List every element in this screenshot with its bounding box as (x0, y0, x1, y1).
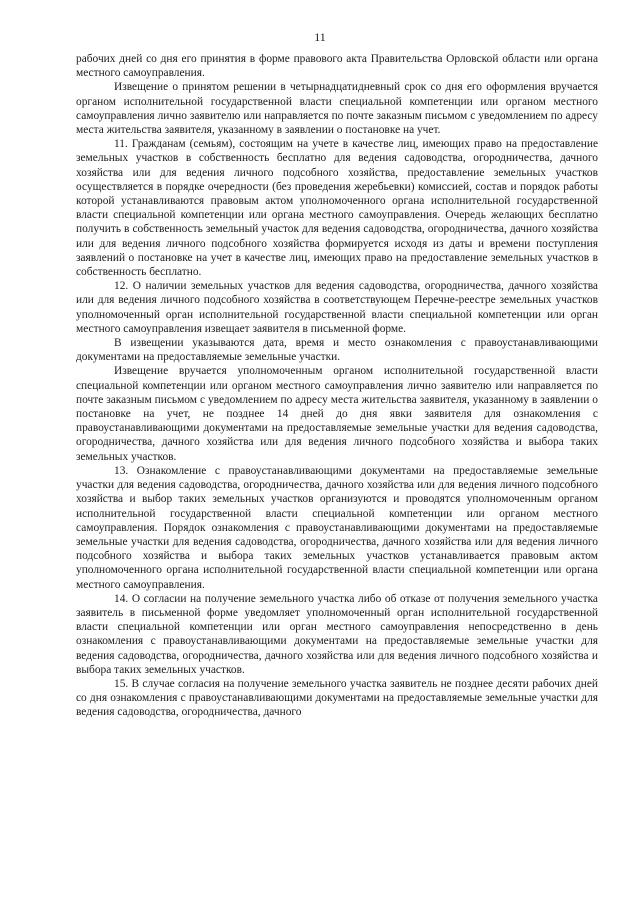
paragraph-notice-details: В извещении указываются дата, время и место ознакомления с правоустанавливающими документами на предоставляемые земельные участки. (76, 337, 598, 364)
body-text (76, 52, 598, 720)
paragraph-item-11: 11. Гражданам (семьям), состоящим на учете в качестве лиц, имеющих право на предоставление земельных участков в собственность бесплатно для ведения садоводства, огородничества, дачного хозяйства или для ведения личного подсобного хозяйства, предоставление земельных участков осуществляется в порядке очередности (без проведения жеребьевки) комиссией, состав и порядок работы которой устанавливаются правовым актом уполномоченного органа исполнительной государственной власти специальной компетенции или органа местного самоуправления. Очередь желающих бесплатно получить в собственность земельный участок для ведения садоводства, огородничества, дачного хозяйства или для ведения личного подсобного хозяйства формируется исходя из даты и времени поступления заявлений о постановке на учет в качестве лиц, имеющих право на предоставление земельных участков в собственность бесплатно. (76, 138, 598, 279)
paragraph-item-14: 14. О согласии на получение земельного участка либо об отказе от получения земельного участка заявитель в письменной форме уведомляет уполномоченный орган исполнительной государственной власти специальной компетенции или орган местного самоуправления непосредственно в день ознакомления с правоустанавливающими документами на предоставляемые земельные участки для ведения садоводства, огородничества, дачного хозяйства или для ведения личного подсобного хозяйства и выбора таких земельных участков. (76, 592, 598, 676)
paragraph-item-13: 13. Ознакомление с правоустанавливающими документами на предоставляемые земельные участки для ведения садоводства, огородничества, дачного хозяйства или для ведения личного подсобного хозяйства и выбор таких земельных участков организуются и проводятся уполномоченным органом исполнительной государственной власти специальной компетенции или органом местного самоуправления. Порядок ознакомления с правоустанавливающими документами на предоставляемые земельные участки для ведения садоводства, огородничества, дачного хозяйства или для ведения личного подсобного хозяйства и выбора таких земельных участков устанавливается правовым актом уполномоченного органа исполнительной государственной власти специальной компетенции или органа местного самоуправления. (76, 464, 598, 591)
paragraph-continuation: рабочих дней со дня его принятия в форме правового акта Правительства Орловской области или органа местного самоуправления. (76, 53, 598, 80)
paragraph-item-12: 12. О наличии земельных участков для ведения садоводства, огородничества, дачного хозяйства или для ведения личного подсобного хозяйства в соответствующем Перечне-реестре земельных участков уполномоченный орган исполнительной государственной власти специальной компетенции или орган местного самоуправления извещает заявителя в письменной форме. (76, 280, 598, 335)
paragraph-item-15: 15. В случае согласия на получение земельного участка заявитель не позднее десяти рабочих дней со дня ознакомления с правоустанавливающими документами на предоставляемые земельные участки для ведения садоводства, огородничества, дачного (76, 677, 598, 719)
paragraph-notice-delivery: Извещение вручается уполномоченным органом исполнительной государственной власти специальной компетенции или органом местного самоуправления лично заявителю или направляется по почте заказным письмом с уведомлением по адресу места жительства заявителя, указанному в заявлении о постановке на учет, не позднее 14 дней до дня явки заявителя для ознакомления с правоустанавливающими документами на предоставляемые земельные участки для ведения садоводства, огородничества, дачного хозяйства или для ведения личного подсобного хозяйства и выбора таких земельных участков. (76, 365, 598, 463)
page-number: 11 (314, 30, 326, 44)
paragraph-notice-decision: Извещение о принятом решении в четырнадцатидневный срок со дня его оформления вручается органом исполнительной государственной власти специальной компетенции или органом местного самоуправления лично заявителю или направляется по почте заказным письмом с уведомлением по адресу места жительства заявителя, указанному в заявлении о постановке на учет. (76, 81, 598, 137)
